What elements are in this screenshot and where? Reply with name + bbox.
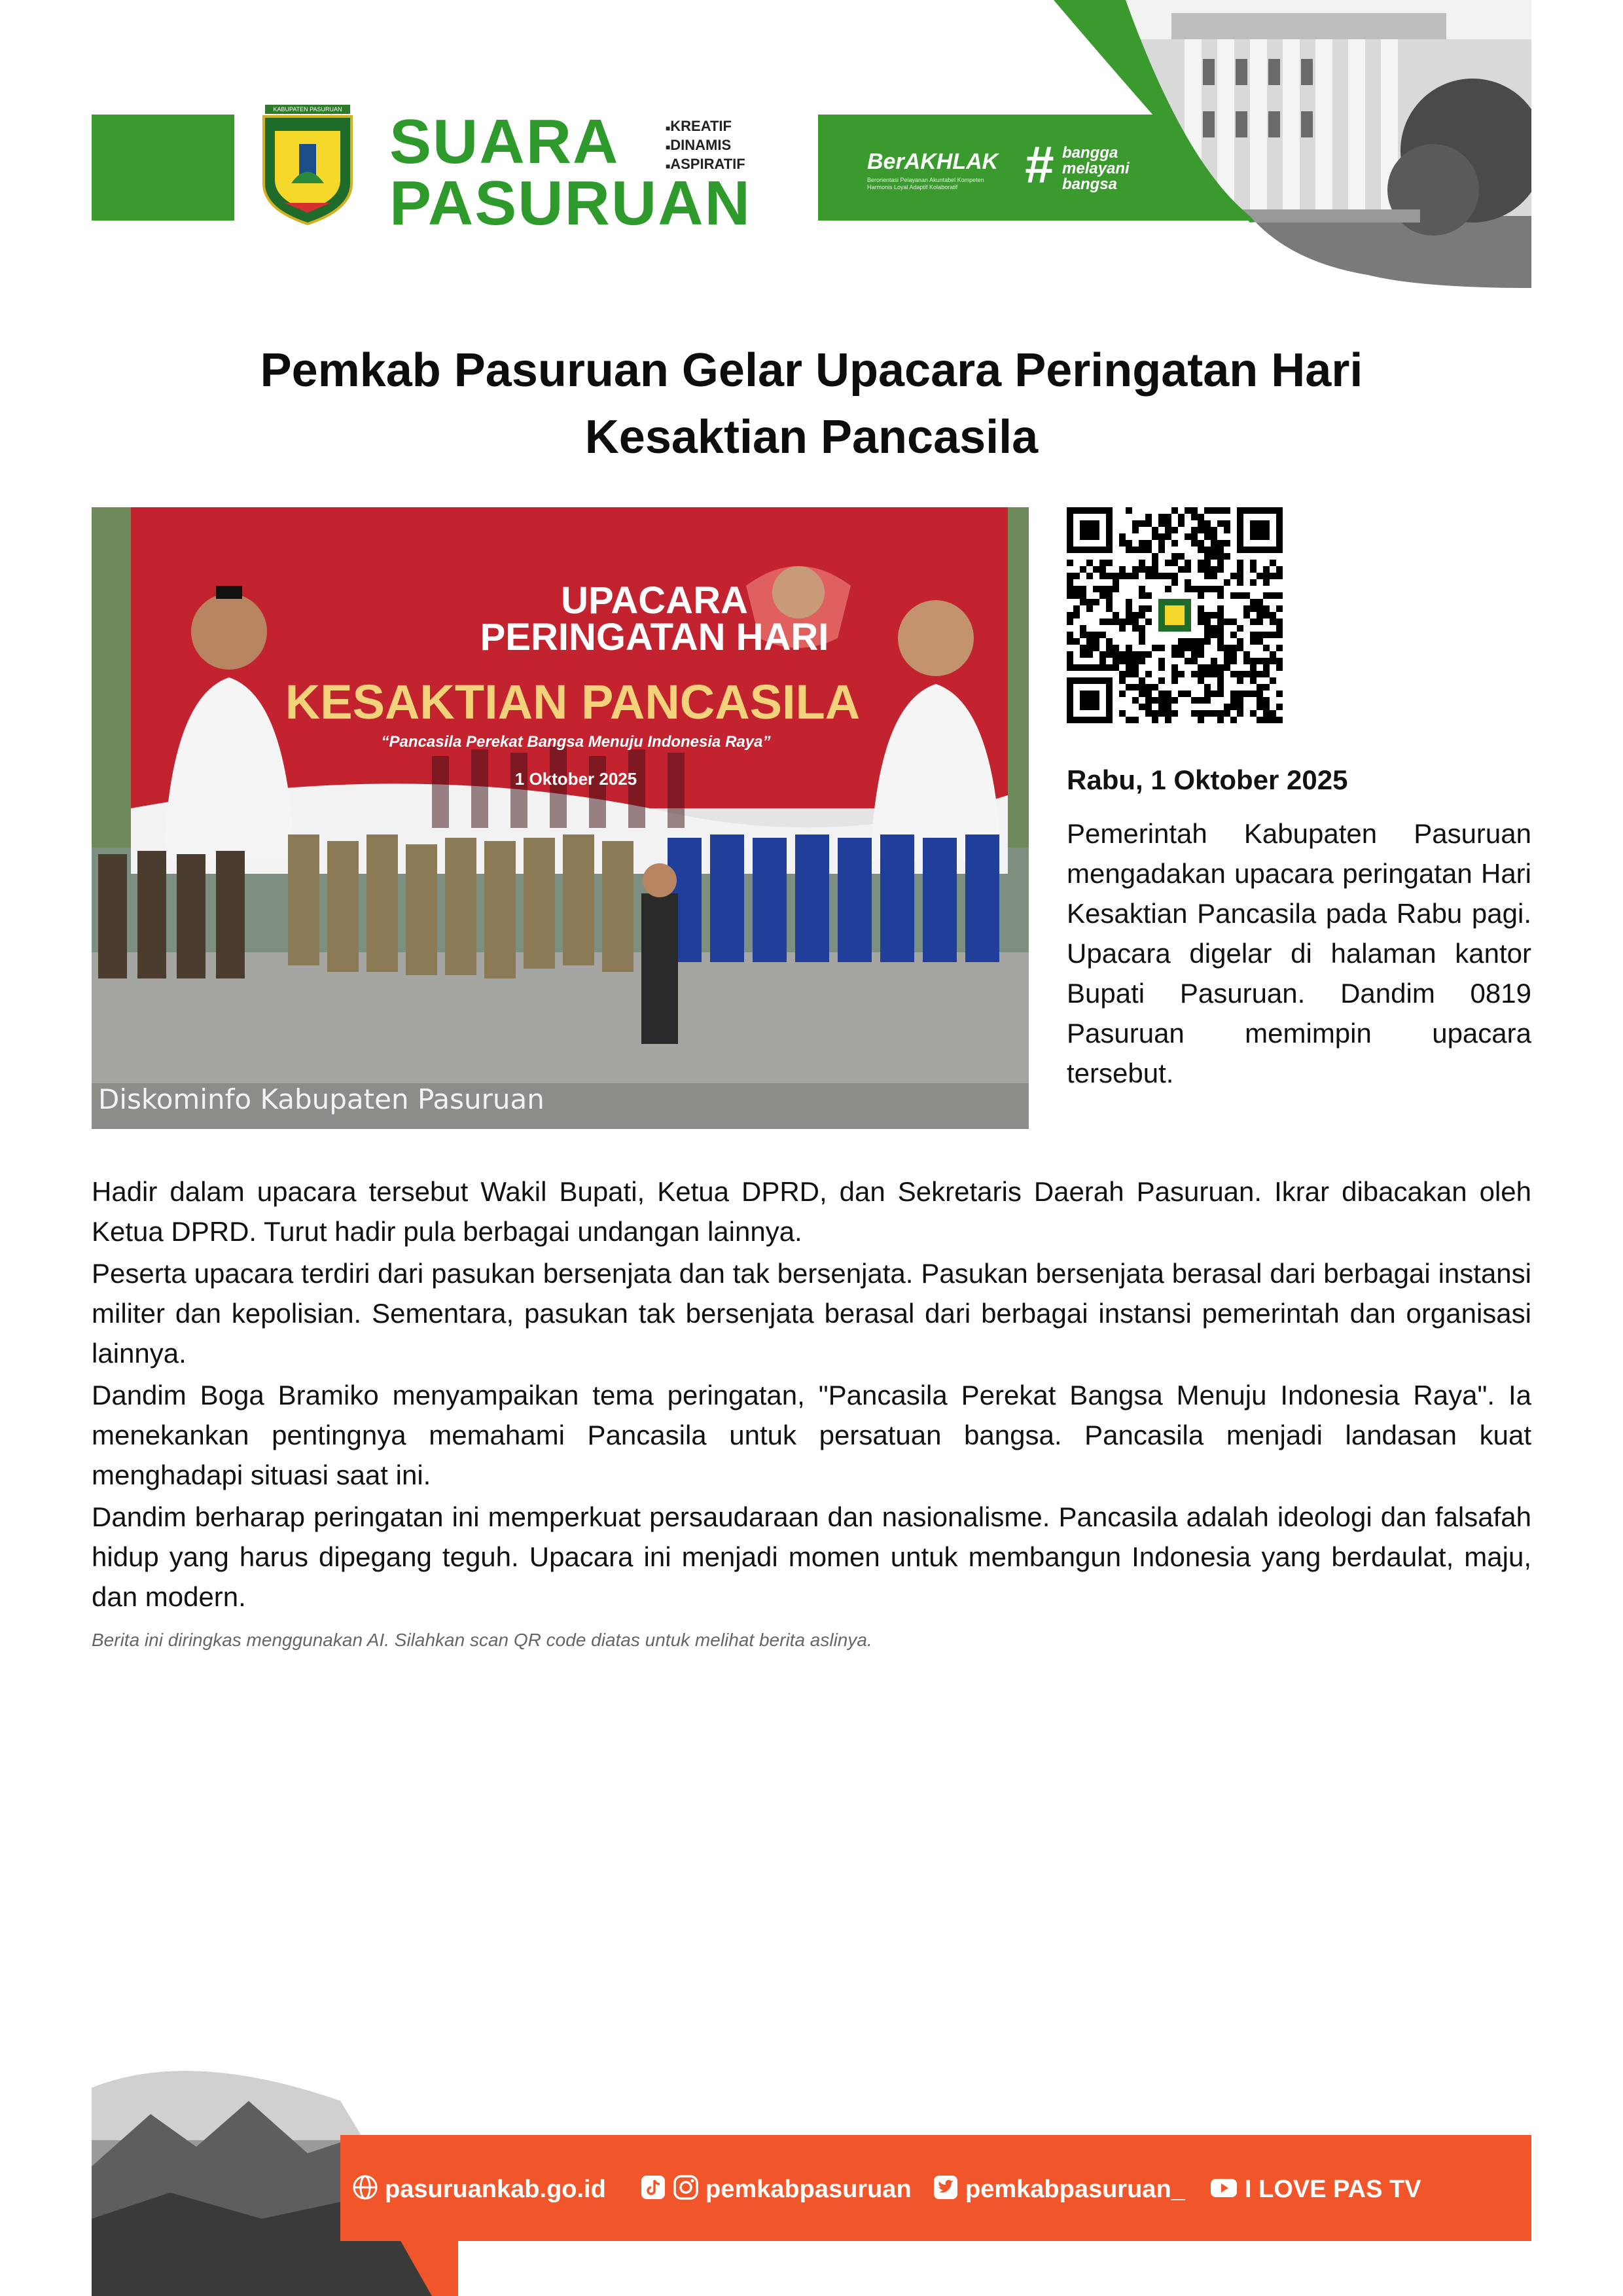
ceremony-photo xyxy=(92,507,1029,1129)
website-link[interactable]: pasuruankab.go.id xyxy=(385,2176,606,2204)
article-title xyxy=(92,337,1531,471)
globe-icon xyxy=(352,2174,378,2207)
banner-line-2: PERINGATAN HARI xyxy=(480,616,829,658)
footer-website[interactable] xyxy=(352,2174,606,2207)
bangga-word-3: bangsa xyxy=(1062,175,1118,193)
bangga-word-2: melayani xyxy=(1062,160,1130,177)
bangga-word-1: bangga xyxy=(1062,144,1118,162)
social-handle[interactable]: pemkabpasuruan xyxy=(705,2176,912,2204)
berakhlak-logo: BerAKHLAK xyxy=(867,149,999,174)
banner-title xyxy=(471,579,838,658)
title-line-1: Pemkab Pasuruan Gelar Upacara Peringatan Hari xyxy=(260,344,1363,397)
banner-line-1: UPACARA xyxy=(561,579,748,622)
ai-summary-note: Berita ini diringkas menggunakan AI. Silahkan scan QR code diatas untuk melihat berita aslinya. xyxy=(92,1630,872,1650)
footer-social[interactable] xyxy=(640,2174,912,2207)
photo-caption: Diskominfo Kabupaten Pasuruan xyxy=(98,1083,544,1115)
banner-theme: “Pancasila Perekat Bangsa Menuju Indonesia Raya” xyxy=(381,733,771,751)
footer-youtube[interactable] xyxy=(1209,2174,1421,2207)
brand-line-2: PASURUAN xyxy=(389,168,751,238)
article-body xyxy=(92,1172,1531,1619)
banner-headline: KESAKTIAN PANCASILA xyxy=(285,675,861,729)
berakhlak-subtitle: Berorientasi Pelayanan Akuntabel Kompeten Harmonis Loyal Adaptif Kolaboratif xyxy=(867,177,984,190)
title-line-2: Kesaktian Pancasila xyxy=(584,411,1039,463)
footer-twitter[interactable] xyxy=(933,2174,1185,2207)
body-paragraph: Hadir dalam upacara tersebut Wakil Bupati, Ketua DPRD, dan Sekretaris Daerah Pasuruan. Ikrar dibacakan oleh Ketua DPRD. Turut hadir pula berbagai undangan lainnya. xyxy=(92,1176,1531,1247)
tagline-3: ■ ASPIRATIF xyxy=(666,156,745,175)
header-building-photo xyxy=(1054,0,1531,288)
tiktok-icon xyxy=(640,2174,666,2207)
tagline-2: ■ DINAMIS xyxy=(666,137,745,156)
banner-date: 1 Oktober 2025 xyxy=(514,769,637,789)
youtube-icon xyxy=(1209,2174,1238,2207)
article-lead-paragraph: Pemerintah Kabupaten Pasuruan mengadakan upacara peringatan Hari Kesaktian Pancasila pada Rabu pagi. Upacara digelar di halaman kantor Bupati Pasuruan. Dandim 0819 Pasuruan memimpin upacara tersebut. xyxy=(1067,818,1531,1088)
body-paragraph: Dandim Boga Bramiko menyampaikan tema peringatan, "Pancasila Perekat Bangsa Menuju Indonesia Raya". Ia menekankan pentingnya memahami Pancasila untuk persatuan bangsa. Pancasila menjadi landasan kuat menghadapi situasi saat ini. xyxy=(92,1380,1531,1490)
brand-line-1: SUARA xyxy=(389,107,620,177)
youtube-channel[interactable]: I LOVE PAS TV xyxy=(1245,2176,1421,2204)
logo-caption: KABUPATEN PASURUAN xyxy=(273,106,342,113)
pasuruan-regency-logo xyxy=(259,105,357,226)
twitter-icon xyxy=(933,2174,959,2207)
twitter-handle[interactable]: pemkabpasuruan_ xyxy=(965,2176,1185,2204)
qr-code[interactable] xyxy=(1067,507,1283,723)
instagram-icon xyxy=(673,2174,699,2207)
tagline-1: ■ KREATIF xyxy=(666,118,745,137)
article-date: Rabu, 1 Oktober 2025 xyxy=(1067,764,1348,795)
body-paragraph: Peserta upacara terdiri dari pasukan bersenjata dan tak bersenjata. Pasukan bersenjata berasal dari berbagai instansi militer dan kepolisian. Sementara, pasukan tak bersenjata berasal dari berbagai instansi pemerintah dan organisasi lainnya. xyxy=(92,1258,1531,1369)
hashtag-icon: # xyxy=(1024,135,1054,194)
header-green-bar-left xyxy=(92,115,234,221)
body-paragraph: Dandim berharap peringatan ini memperkuat persaudaraan dan nasionalisme. Pancasila adalah ideologi dan falsafah hidup yang harus dipegang teguh. Upacara ini menjadi momen untuk membangun Indonesia yang berdaulat, maju, dan modern. xyxy=(92,1501,1531,1612)
brand-taglines xyxy=(666,118,745,175)
